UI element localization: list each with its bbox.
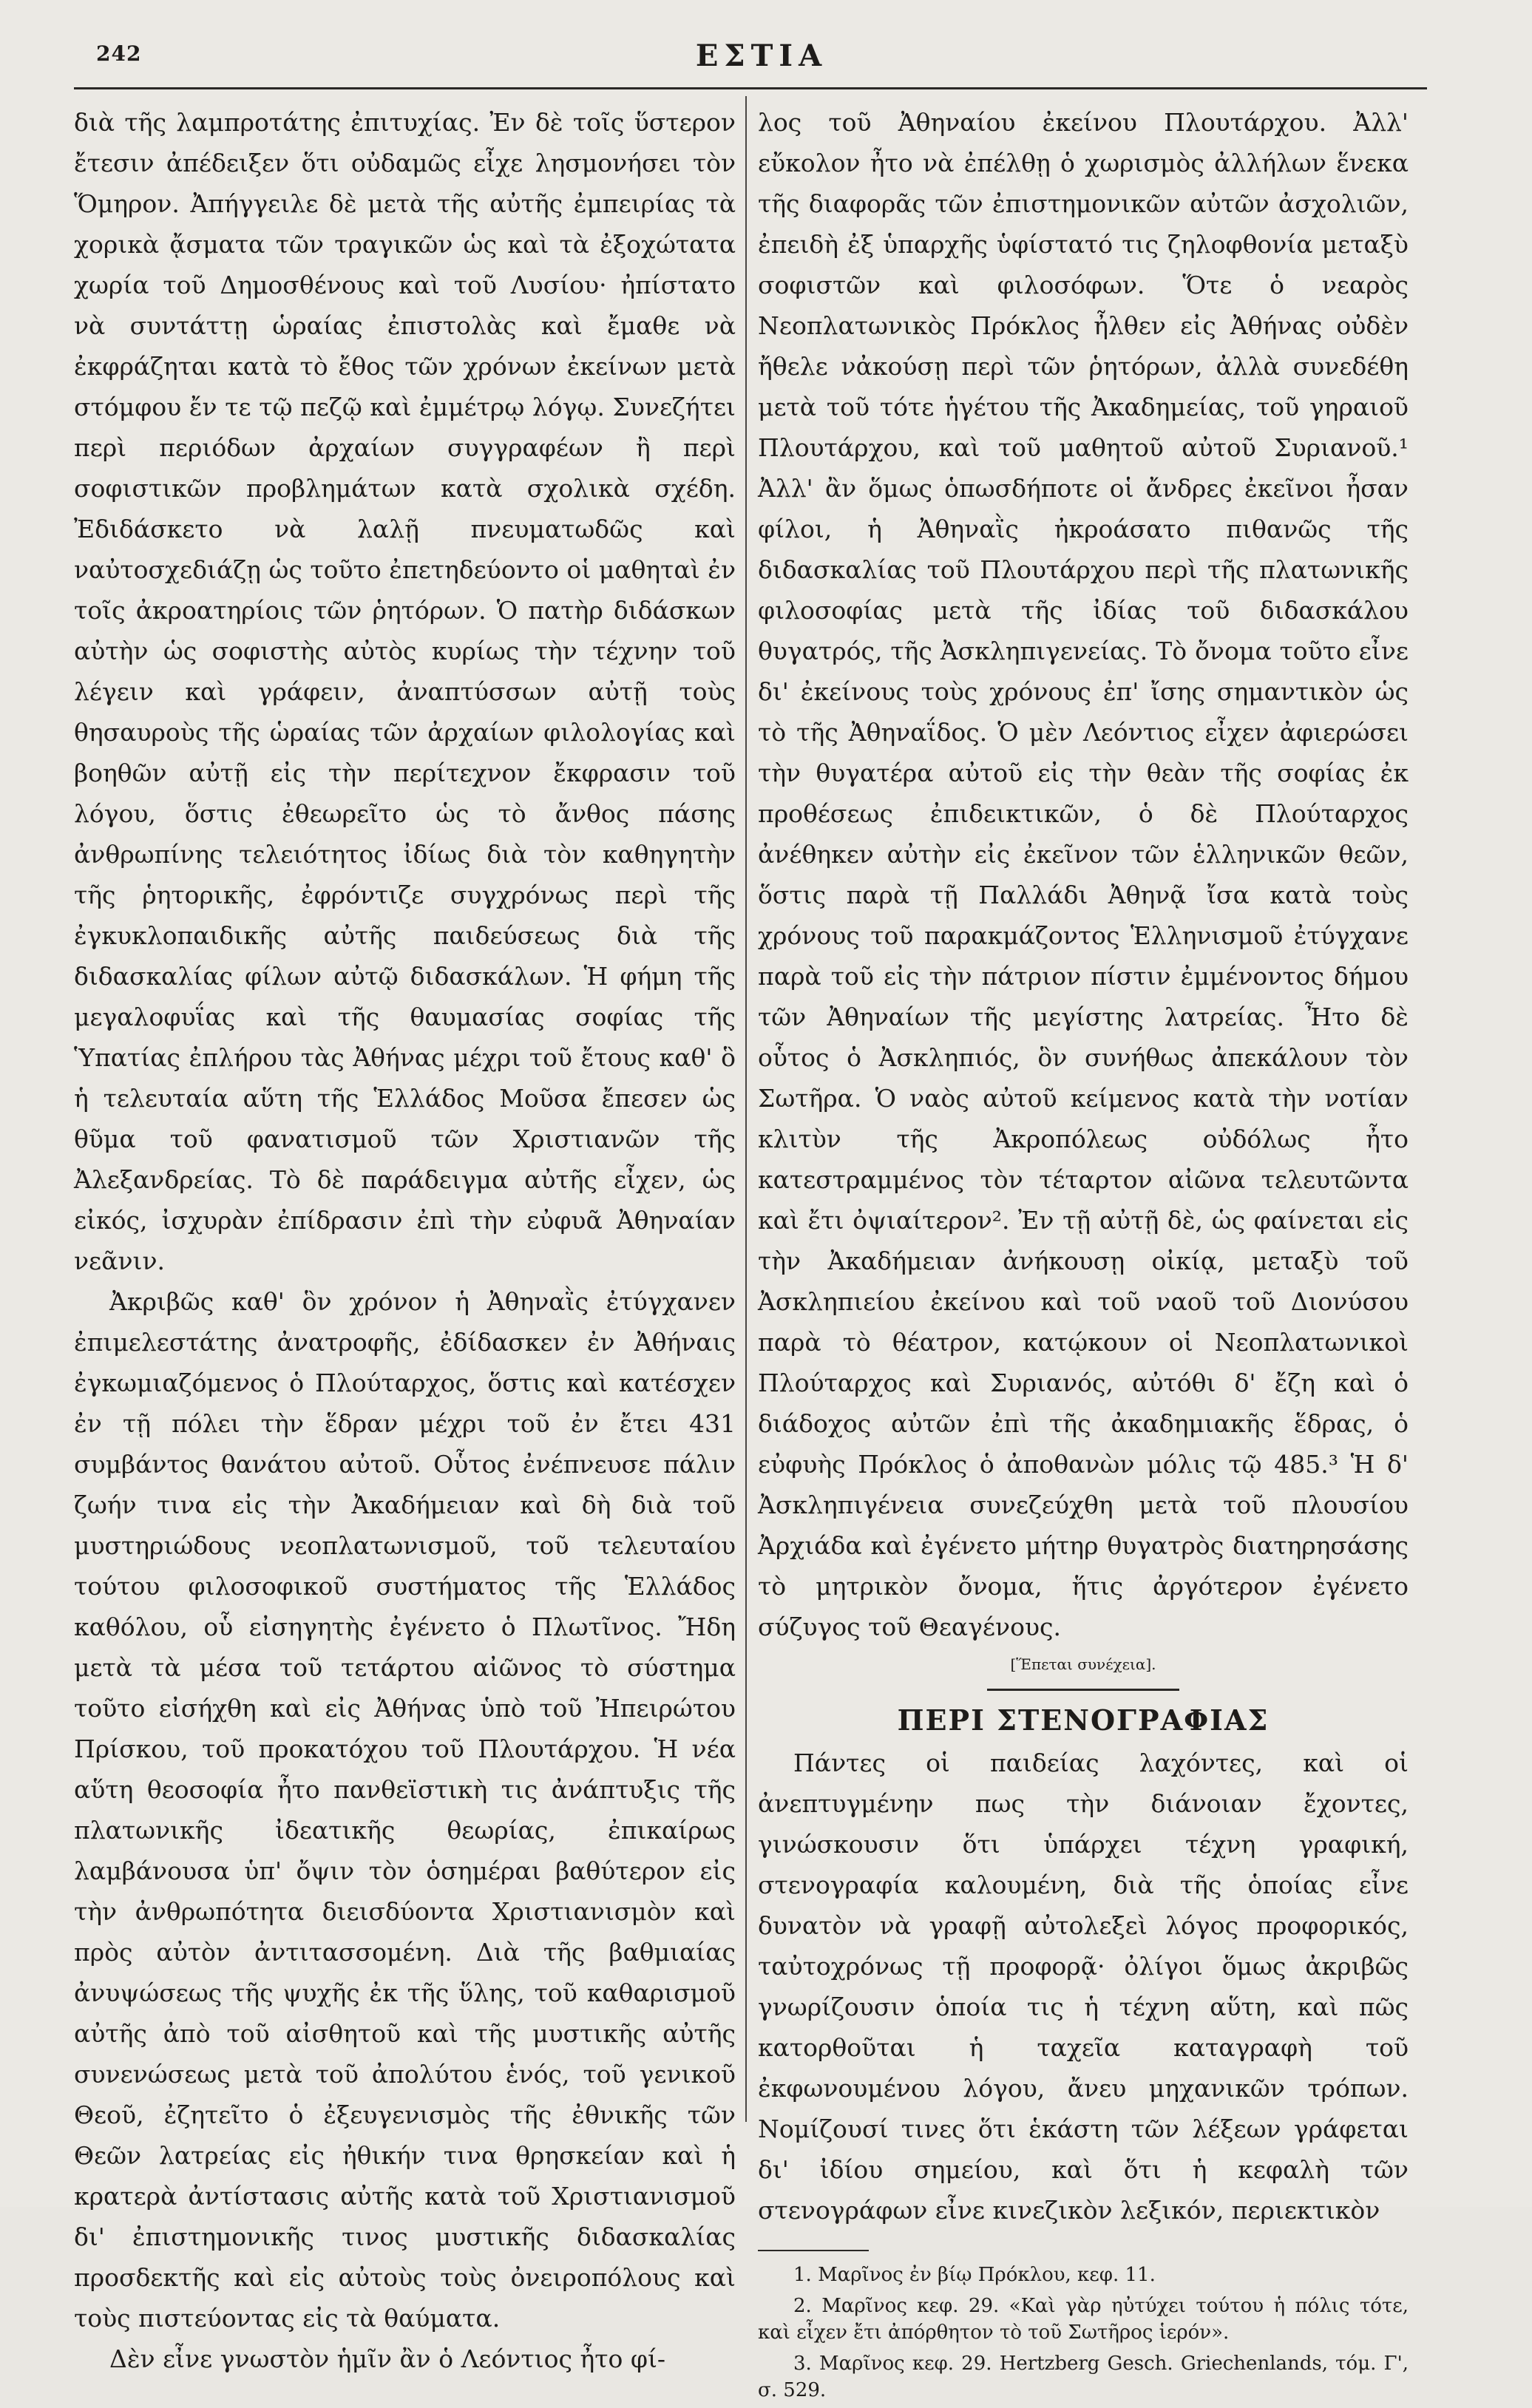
footnote: 3. Μαρῖνος κεφ. 29. Hertzberg Gesch. Griechenlands, τόμ. Γ', σ. 529.	[758, 2353, 1409, 2401]
paragraph: Ἀκριβῶς καθ' ὃν χρόνον ἡ Ἀθηναῒς ἐτύγχανεν ἐπιμελεστάτης ἀνατροφῆς, ἐδίδασκεν ἐν Ἀθήναις ἐγκωμιαζόμενος ὁ Πλούταρχος, ὅστις καὶ κατέσχεν ἐν τῇ πόλει τὴν ἕδραν μέχρι τοῦ ἐν ἔτει 431 συμβάντος θανάτου αὐτοῦ. Οὗτος ἐνέπνευσε πάλιν ζωήν τινα εἰς τὴν Ἀκαδήμειαν καὶ δὴ διὰ τοῦ μυστηριώδους νεοπλατωνισμοῦ, τοῦ τελευταίου τούτου φιλοσοφικοῦ συστήματος τῆς Ἑλλάδος καθόλου, οὗ εἰσηγητὴς ἐγένετο ὁ Πλωτῖνος. Ἤδη μετὰ τὰ μέσα τοῦ τετάρτου αἰῶνος τὸ σύστημα τοῦτο εἰσήχθη καὶ εἰς Ἀθήνας ὑπὸ τοῦ Ἠπειρώτου Πρίσκου, τοῦ προκατόχου τοῦ Πλουτάρχου. Ἡ νέα αὕτη θεοσοφία ἦτο πανθεϊστικὴ τις ἀνάπτυξις τῆς πλατωνικῆς ἰδεατικῆς θεωρίας, ἐπικαίρως λαμβάνουσα ὑπ' ὄψιν τὸν ὁσημέραι βαθύτερον εἰς τὴν ἀνθρωπότητα διεισδύοντα Χριστιανισμὸν καὶ πρὸς αὐτὸν ἀντιτασσομένη. Διὰ τῆς βαθμιαίας ἀνυψώσεως τῆς ψυχῆς ἐκ τῆς ὕλης, τοῦ καθαρισμοῦ αὐτῆς ἀπὸ τοῦ αἰσθητοῦ καὶ τῆς μυστικῆς αὐτῆς συνενώσεως μετὰ τοῦ ἀπολύτου ἑνός, τοῦ γενικοῦ Θεοῦ, ἐζητεῖτο ὁ ἐξευγενισμὸς τῆς ἐθνικῆς τῶν Θεῶν λατρείας εἰς ἠθικήν τινα θρησκείαν καὶ ἡ κρατερὰ ἀντίστασις αὐτῆς κατὰ τοῦ Χριστιανισμοῦ δι' ἐπιστημονικῆς τινος μυστικῆς διδασκαλίας προσδεκτῆς καὶ εἰς αὐτοὺς τοὺς ὀνειροπόλους καὶ τοὺς πιστεύοντας εἰς τὰ θαύματα.	[74, 1287, 736, 2333]
column-divider	[745, 96, 747, 2122]
right-column	[758, 102, 1409, 2408]
paragraph: Δὲν εἶνε γνωστὸν ἡμῖν ἂν ὁ Λεόντιος ἦτο φί-	[109, 2344, 666, 2373]
paragraph: διὰ τῆς λαμπροτάτης ἐπιτυχίας. Ἐν δὲ τοῖς ὕστερον ἔτεσιν ἀπέδειξεν ὅτι οὐδαμῶς εἶχε λησμονήσει τὸν Ὅμηρον. Ἀπήγγειλε δὲ μετὰ τῆς αὐτῆς ἐμπειρίας τὰ χορικὰ ᾄσματα τῶν τραγικῶν ὡς καὶ τὰ ἐξοχώτατα χωρία τοῦ Δημοσθένους καὶ τοῦ Λυσίου· ἠπίστατο νὰ συντάττῃ ὡραίας ἐπιστολὰς καὶ ἔμαθε νὰ ἐκφράζηται κατὰ τὸ ἔθος τῶν χρόνων ἐκείνων μετὰ στόμφου ἔν τε τῷ πεζῷ καὶ ἐμμέτρῳ λόγῳ. Συνεζήτει περὶ περιόδων ἀρχαίων συγγραφέων ἢ περὶ σοφιστικῶν προβλημάτων κατὰ σχολικὰ σχέδη. Ἐδιδάσκετο νὰ λαλῇ πνευματωδῶς καὶ ναὐτοσχεδιάζῃ ὡς τοῦτο ἐπετηδεύοντο οἱ μαθηταὶ ἐν τοῖς ἀκροατηρίοις τῶν ῥητόρων. Ὁ πατὴρ διδάσκων αὐτὴν ὡς σοφιστὴς αὐτὸς κυρίως τὴν τέχνην τοῦ λέγειν καὶ γράφειν, ἀναπτύσσων αὐτῇ τοὺς θησαυροὺς τῆς ὡραίας τῶν ἀρχαίων φιλολογίας καὶ βοηθῶν αὐτῇ εἰς τὴν περίτεχνον ἔκφρασιν τοῦ λόγου, ὅστις ἐθεωρεῖτο ὡς τὸ ἄνθος πάσης ἀνθρωπίνης τελειότητος ἰδίως διὰ τὸν καθηγητὴν τῆς ῥητορικῆς, ἐφρόντιζε συγχρόνως περὶ τῆς ἐγκυκλοπαιδικῆς αὐτῆς παιδεύσεως διὰ τῆς διδασκαλίας φίλων αὐτῷ διδασκάλων. Ἡ φήμη τῆς μεγαλοφυΐας καὶ τῆς θαυμασίας σοφίας τῆς Ὑπατίας ἐπλήρου τὰς Ἀθήνας μέχρι τοῦ ἔτους καθ' ὃ ἡ τελευταία αὕτη τῆς Ἑλλάδος Μοῦσα ἔπεσεν ὡς θῦμα τοῦ φανατισμοῦ τῶν Χριστιανῶν τῆς Ἀλεξανδρείας. Τὸ δὲ παράδειγμα αὐτῆς εἶχεν, ὡς εἰκός, ἰσχυρὰν ἐπίδρασιν ἐπὶ τὴν εὐφυᾶ Ἀθηναίαν νεᾶνιν.	[74, 108, 736, 1275]
paragraph: Πάντες οἱ παιδείας λαχόντες, καὶ οἱ ἀνεπτυγμένην πως τὴν διάνοιαν ἔχοντες, γινώσκουσιν ὅτι ὑπάρχει τέχνη γραφική, στενογραφία καλουμένη, διὰ τῆς ὁποίας εἶνε δυνατὸν νὰ γραφῇ αὐτολεξεὶ λόγος προφορικός, ταὐτοχρόνως τῇ προφορᾷ· ὀλίγοι ὅμως ἀκριβῶς γνωρίζουσιν ὁποία τις ἡ τέχνη αὕτη, καὶ πῶς κατορθοῦται ἡ ταχεῖα καταγραφὴ τοῦ ἐκφωνουμένου λόγου, ἄνευ μηχανικῶν τρόπων. Νομίζουσί τινες ὅτι ἑκάστη τῶν λέξεων γράφεται δι' ἰδίου σημείου, καὶ ὅτι ἡ κεφαλὴ τῶν στενογράφων εἶνε κινεζικὸν λεξικόν, περιεκτικὸν	[758, 1749, 1409, 2225]
footnote: 2. Μαρῖνος κεφ. 29. «Καὶ γὰρ ηὐτύχει τούτου ἡ πόλις τότε, καὶ εἶχεν ἔτι ἀπόρθητον τὸ τοῦ Σωτῆρος ἱερόν».	[758, 2295, 1409, 2344]
footnote-rule	[758, 2250, 869, 2251]
section-title: ΠΕΡΙ ΣΤΕΝΟΓΡΑΦΙΑΣ	[897, 1703, 1270, 1737]
page-number: 242	[96, 41, 142, 66]
journal-title: ΕΣΤΙΑ	[695, 38, 828, 73]
section-rule	[987, 1689, 1179, 1691]
left-column	[74, 102, 736, 2379]
page-header	[74, 35, 1449, 80]
continued-note: [Ἕπεται συνέχεια].	[1010, 1655, 1156, 1673]
footnote: 1. Μαρῖνος ἐν βίῳ Πρόκλου, κεφ. 11.	[793, 2264, 1156, 2286]
header-rule	[74, 87, 1427, 89]
footnotes	[758, 2262, 1409, 2404]
paragraph: λος τοῦ Ἀθηναίου ἐκείνου Πλουτάρχου. Ἀλλ' εὔκολον ἦτο νὰ ἐπέλθῃ ὁ χωρισμὸς ἀλλήλων ἕνεκα τῆς διαφορᾶς τῶν ἐπιστημονικῶν αὐτῶν ἀσχολιῶν, ἐπειδὴ ἐξ ὑπαρχῆς ὑφίστατό τις ζηλοφθονία μεταξὺ σοφιστῶν καὶ φιλοσόφων. Ὅτε ὁ νεαρὸς Νεοπλατωνικὸς Πρόκλος ἦλθεν εἰς Ἀθήνας οὐδὲν ἤθελε νἀκούσῃ περὶ τῶν ῥητόρων, ἀλλὰ συνεδέθη μετὰ τοῦ τότε ἡγέτου τῆς Ἀκαδημείας, τοῦ γηραιοῦ Πλουτάρχου, καὶ τοῦ μαθητοῦ αὐτοῦ Συριανοῦ.¹ Ἀλλ' ἂν ὅμως ὁπωσδήποτε οἱ ἄνδρες ἐκεῖνοι ἦσαν φίλοι, ἡ Ἀθηναῒς ἠκροάσατο πιθανῶς τῆς διδασκαλίας τοῦ Πλουτάρχου περὶ τῆς πλατωνικῆς φιλοσοφίας μετὰ τῆς ἰδίας τοῦ διδασκάλου θυγατρός, τῆς Ἀσκληπιγενείας. Τὸ ὄνομα τοῦτο εἶνε δι' ἐκείνους τοὺς χρόνους ἐπ' ἴσης σημαντικὸν ὡς τὸ τῆς Ἀθηναΐδος. Ὁ μὲν Λεόντιος εἶχεν ἀφιερώσει τὴν θυγατέρα αὐτοῦ εἰς τὴν θεὰν τῆς σοφίας ἐκ προθέσεως ἐπιδεικτικῶν, ὁ δὲ Πλούταρχος ἀνέθηκεν αὐτὴν εἰς ἐκεῖνον τῶν ἑλληνικῶν θεῶν, ὅστις παρὰ τῇ Παλλάδι Ἀθηνᾷ ἴσα κατὰ τοὺς χρόνους τοῦ παρακμάζοντος Ἑλληνισμοῦ ἐτύγχανε παρὰ τοῦ εἰς τὴν πάτριον πίστιν ἐμμένοντος δήμου τῶν Ἀθηναίων τῆς μεγίστης λατρείας. Ἦτο δὲ οὗτος ὁ Ἀσκληπιός, ὃν συνήθως ἀπεκάλουν τὸν Σωτῆρα. Ὁ ναὸς αὐτοῦ κείμενος κατὰ τὴν νοτίαν κλιτὺν τῆς Ἀκροπόλεως οὐδόλως ἦτο κατεστραμμένος τὸν τέταρτον αἰῶνα τελευτῶντα καὶ ἔτι ὀψιαίτερον². Ἐν τῇ αὐτῇ δὲ, ὡς φαίνεται εἰς τὴν Ἀκαδήμειαν ἀνήκουσῃ οἰκίᾳ, μεταξὺ τοῦ Ἀσκληπιείου ἐκείνου καὶ τοῦ ναοῦ τοῦ Διονύσου παρὰ τὸ θέατρον, κατῴκουν οἱ Νεοπλατωνικοὶ Πλούταρχος καὶ Συριανός, αὐτόθι δ' ἔζη καὶ ὁ διάδοχος αὐτῶν ἐπὶ τῆς ἀκαδημιακῆς ἕδρας, ὁ εὐφυὴς Πρόκλος ὁ ἀποθανὼν μόλις τῷ 485.³ Ἡ δ' Ἀσκληπιγένεια συνεζεύχθη μετὰ τοῦ πλουσίου Ἀρχιάδα καὶ ἐγένετο μήτηρ θυγατρὸς διατηρησάσης τὸ μητρικὸν ὄνομα, ἥτις ἀργότερον ἐγένετο σύζυγος τοῦ Θεαγένους.	[758, 108, 1409, 1641]
